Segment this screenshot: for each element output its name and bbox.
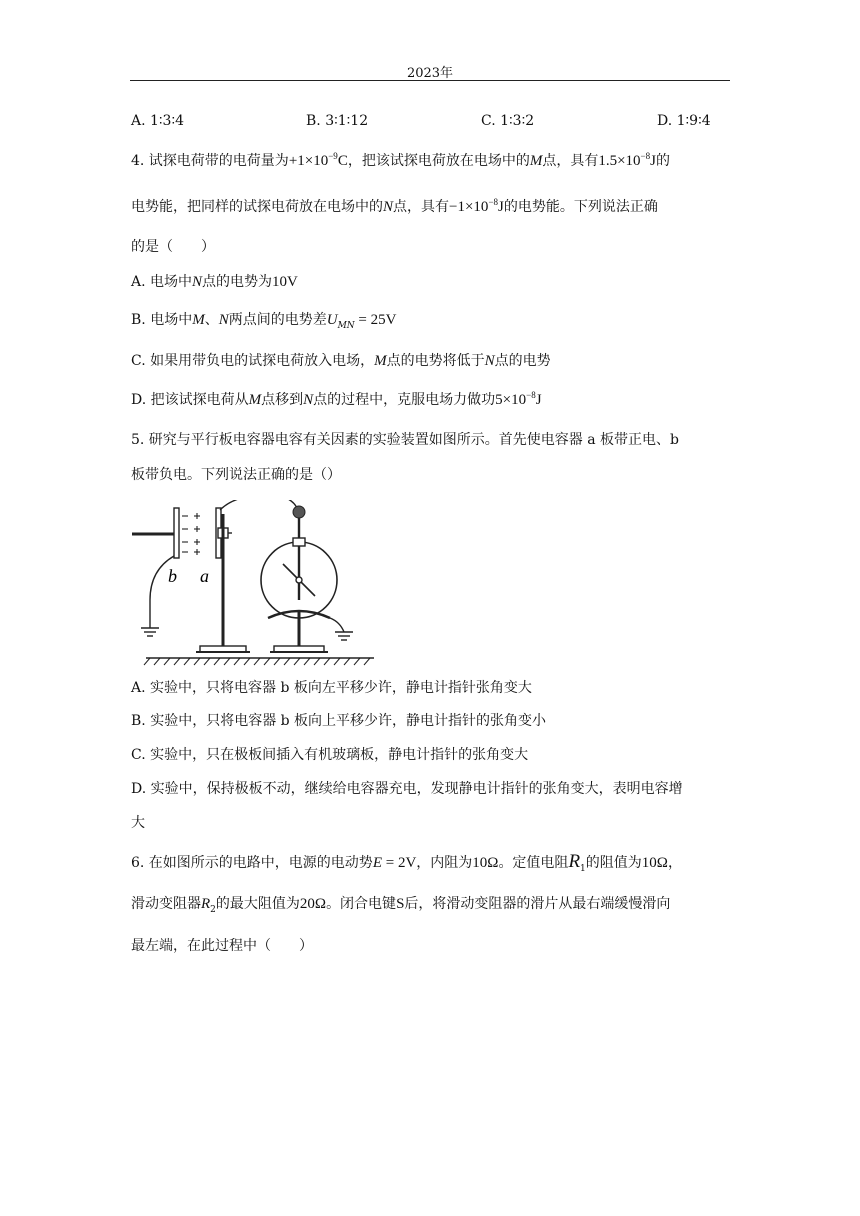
q6-line-1: 6. 在如图所示的电路中，电源的电动势E = 2V，内阻为10Ω。定值电阻$R_1$的阻值为10Ω，	[131, 851, 682, 874]
energy-m: $1.5\times 10^{-8}J$	[598, 151, 656, 169]
q4-option-c: C. 如果用带负电的试探电荷放入电场，M点的电势将低于N点的电势	[131, 353, 551, 369]
q5-option-d-1: D. 实验中，保持极板不动，继续给电容器充电，发现静电计指针的张角变大，表明电容增	[131, 781, 683, 797]
q5-option-c: C. 实验中，只在极板间插入有机玻璃板，静电计指针的张角变大	[131, 747, 529, 763]
energy-n: $-1\times 10^{-8}J$	[449, 197, 504, 215]
q5-line-2: 板带负电。下列说法正确的是（）	[131, 467, 341, 483]
q5-option-d-2: 大	[131, 815, 145, 831]
q5-option-b: B. 实验中，只将电容器 b 板向上平移少许，静电计指针的张角变小	[131, 713, 547, 729]
q4-option-d: D. 把该试探电荷从M点移到N点的过程中，克服电场力做功$5\times 10^{-8}J$	[131, 390, 542, 408]
q4-line-3: 的是（ ）	[131, 239, 215, 255]
option-c: C. 1∶3∶2	[481, 113, 535, 129]
capacitor-diagram	[128, 500, 378, 666]
capacitor-figure	[128, 500, 378, 666]
charge-value: $+1\times 10^{-9}C$	[288, 151, 348, 169]
option-d: D. 1∶9∶4	[657, 113, 711, 129]
page-header: 2023年	[406, 66, 454, 81]
header-rule	[130, 80, 730, 81]
q4-option-a: A. 电场中N点的电势为10V	[131, 274, 298, 290]
q4-option-b: B. 电场中M、N两点间的电势差$U_{MN} = 25V$	[131, 312, 397, 331]
q6-line-2: 滑动变阻器$R_2$的最大阻值为20Ω。闭合电键S后，将滑动变阻器的滑片从最右端缓慢滑向	[131, 896, 671, 915]
option-b: B. 3∶1∶12	[306, 113, 369, 129]
q4-line-1: 4. 试探电荷带的电荷量为$+1\times 10^{-9}C$，把该试探电荷放在电场中的M点，具有$1.5\times 10^{-8}J$的	[131, 151, 670, 169]
q5-line-1: 5. 研究与平行板电容器电容有关因素的实验装置如图所示。首先使电容器 a 板带正电、b	[131, 432, 680, 448]
q4-line-2: 电势能，把同样的试探电荷放在电场中的N点，具有$-1\times 10^{-8}J$的电势能。下列说法正确	[131, 197, 658, 215]
option-a: A. 1∶3∶4	[131, 113, 185, 129]
label-a: a	[200, 566, 209, 586]
label-b: b	[168, 566, 177, 586]
q5-option-a: A. 实验中，只将电容器 b 板向左平移少许，静电计指针张角变大	[131, 680, 532, 696]
q6-line-3: 最左端，在此过程中（ ）	[131, 938, 313, 954]
